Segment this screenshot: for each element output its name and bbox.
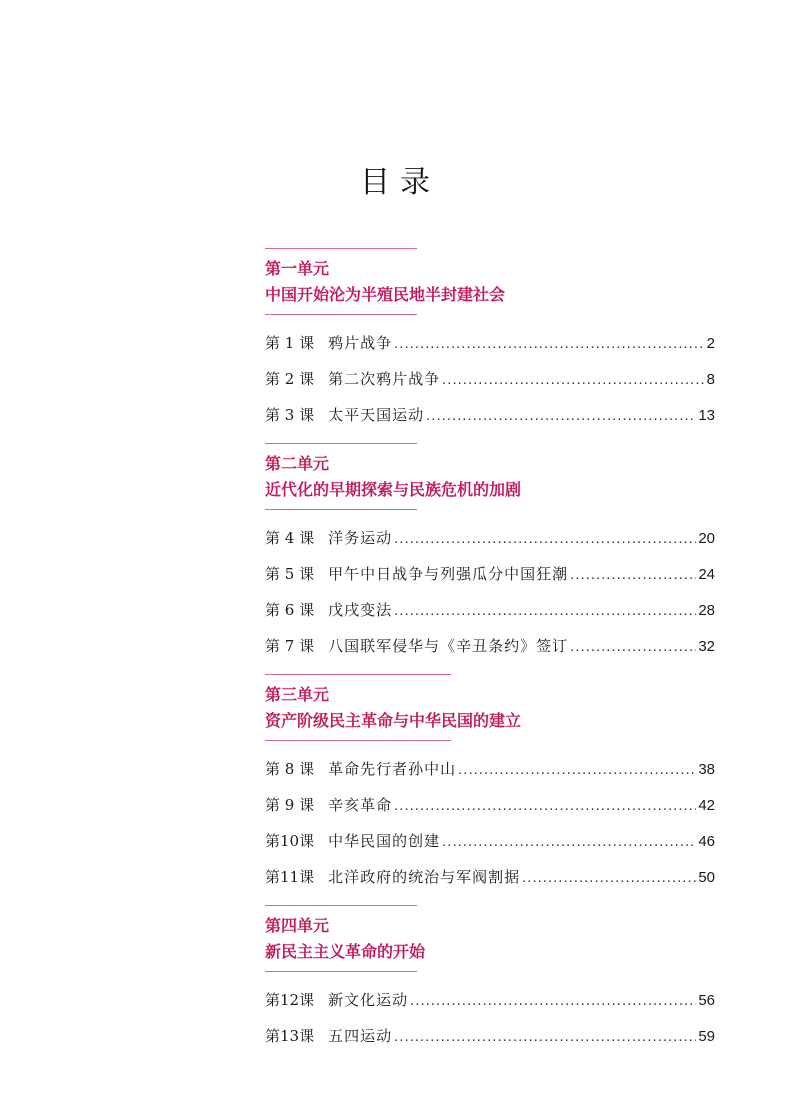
lesson-list	[265, 315, 715, 433]
lesson-title: 八国联军侵华与《辛丑条约》签订	[328, 637, 569, 655]
lesson-title: 新文化运动	[328, 991, 409, 1009]
lesson-number: 第 9 课	[265, 796, 315, 814]
lesson-number: 第 4 课	[265, 529, 315, 547]
toc-entry[interactable]	[265, 751, 715, 787]
table-of-contents	[265, 248, 715, 1064]
lesson-title: 鸦片战争	[328, 334, 393, 352]
unit-header	[265, 906, 715, 971]
lesson-number: 第12课	[265, 991, 315, 1009]
unit-header	[265, 444, 715, 509]
page-number: 42	[698, 797, 715, 814]
page-number: 59	[698, 1028, 715, 1045]
dot-leader	[442, 362, 705, 398]
toc-entry[interactable]	[265, 361, 715, 397]
page-number: 56	[698, 992, 715, 1009]
lesson-title: 第二次鸦片战争	[328, 370, 441, 388]
page-number: 13	[698, 407, 715, 424]
page-number: 32	[698, 638, 715, 655]
lesson-number: 第 7 课	[265, 637, 315, 655]
unit-section	[265, 905, 715, 1054]
lesson-title: 中华民国的创建	[328, 832, 441, 850]
unit-number: 第四单元	[265, 916, 330, 935]
toc-entry[interactable]	[265, 397, 715, 433]
unit-name: 资产阶级民主革命与中华民国的建立	[265, 711, 522, 730]
page-number: 38	[698, 761, 715, 778]
lesson-number: 第 2 课	[265, 370, 315, 388]
lesson-title: 甲午中日战争与列强瓜分中国狂潮	[328, 565, 569, 583]
unit-name: 新民主主义革命的开始	[265, 942, 426, 961]
unit-name: 中国开始沦为半殖民地半封建社会	[265, 285, 506, 304]
lesson-title: 五四运动	[328, 1027, 393, 1045]
toc-entry[interactable]	[265, 823, 715, 859]
unit-number: 第二单元	[265, 454, 330, 473]
unit-header	[265, 249, 715, 314]
toc-entry[interactable]	[265, 787, 715, 823]
toc-entry[interactable]	[265, 592, 715, 628]
toc-entry[interactable]	[265, 556, 715, 592]
page-number: 24	[698, 566, 715, 583]
lesson-title: 辛亥革命	[328, 796, 393, 814]
toc-entry[interactable]	[265, 982, 715, 1018]
dot-leader	[394, 521, 696, 557]
dot-leader	[458, 752, 696, 788]
lesson-title: 戊戌变法	[328, 601, 393, 619]
unit-number: 第一单元	[265, 259, 330, 278]
dot-leader	[394, 326, 705, 362]
dot-leader	[570, 557, 696, 593]
lesson-list	[265, 510, 715, 664]
unit-section	[265, 443, 715, 664]
dot-leader	[394, 1019, 696, 1055]
page-number: 46	[698, 833, 715, 850]
dot-leader	[410, 983, 696, 1019]
lesson-list	[265, 741, 715, 895]
unit-name: 近代化的早期探索与民族危机的加剧	[265, 480, 522, 499]
toc-entry[interactable]	[265, 325, 715, 361]
lesson-title: 革命先行者孙中山	[328, 760, 457, 778]
dot-leader	[394, 788, 696, 824]
page-number: 28	[698, 602, 715, 619]
lesson-number: 第 8 课	[265, 760, 315, 778]
unit-header	[265, 675, 715, 740]
lesson-title: 太平天国运动	[328, 406, 425, 424]
toc-entry[interactable]	[265, 520, 715, 556]
lesson-title: 洋务运动	[328, 529, 393, 547]
unit-section	[265, 674, 715, 895]
dot-leader	[442, 824, 696, 860]
lesson-number: 第11课	[265, 868, 315, 886]
page-number: 20	[698, 530, 715, 547]
dot-leader	[426, 398, 696, 434]
page-number: 2	[706, 335, 715, 352]
lesson-number: 第 6 课	[265, 601, 315, 619]
lesson-number: 第 1 课	[265, 334, 315, 352]
toc-entry[interactable]	[265, 859, 715, 895]
page-number: 50	[698, 869, 715, 886]
lesson-number: 第10课	[265, 832, 315, 850]
dot-leader	[394, 593, 696, 629]
unit-section	[265, 248, 715, 433]
unit-number: 第三单元	[265, 685, 330, 704]
toc-entry[interactable]	[265, 1018, 715, 1054]
lesson-number: 第13课	[265, 1027, 315, 1045]
lesson-number: 第 5 课	[265, 565, 315, 583]
dot-leader	[522, 860, 696, 896]
lesson-number: 第 3 课	[265, 406, 315, 424]
toc-entry[interactable]	[265, 628, 715, 664]
lesson-list	[265, 972, 715, 1054]
lesson-title: 北洋政府的统治与军阀割据	[328, 868, 521, 886]
page-number: 8	[706, 371, 715, 388]
dot-leader	[570, 629, 696, 665]
page-title: 目录	[360, 165, 440, 200]
